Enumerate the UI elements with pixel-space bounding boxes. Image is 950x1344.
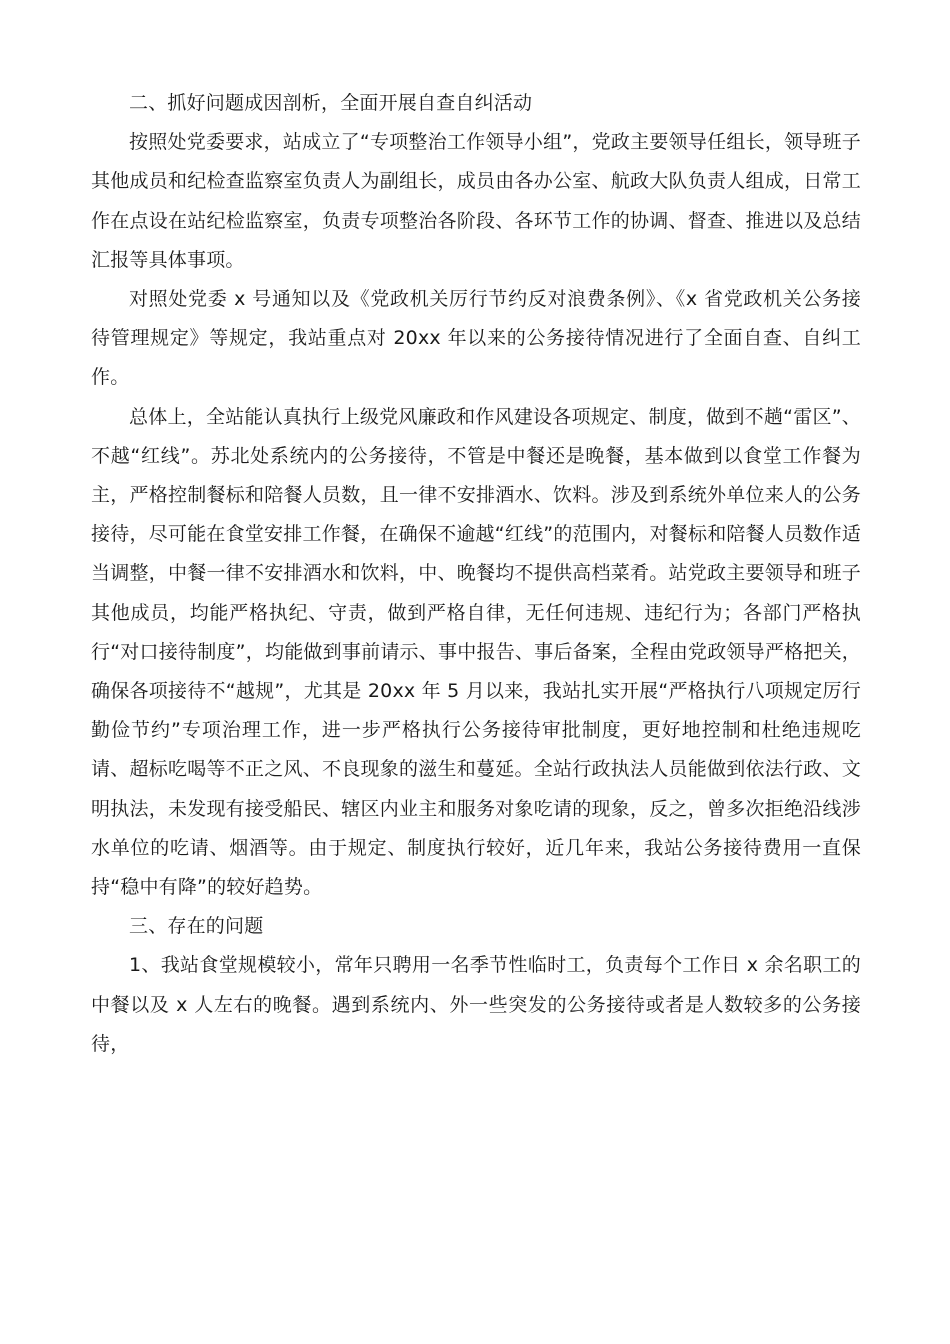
document-body [91, 84, 861, 1064]
paragraph-self-inspection: 对照处党委 x 号通知以及《党政机关厉行节约反对浪费条例》、《x 省党政机关公务接待管理规定》等规定，我站重点对 20xx 年以来的公务接待情况进行了全面自查、自纠工作。 [91, 288, 861, 389]
paragraph-problem-1: 1、我站食堂规模较小，常年只聘用一名季节性临时工，负责每个工作日 x 余名职工的中餐以及 x 人左右的晚餐。遇到系统内、外一些突发的公务接待或者是人数较多的公务接待， [91, 954, 861, 1055]
section-heading-3: 三、存在的问题 [129, 915, 264, 938]
paragraph-leading-group: 按照处党委要求，站成立了“专项整治工作领导小组”，党政主要领导任组长，领导班子其他成员和纪检查监察室负责人为副组长，成员由各办公室、航政大队负责人组成，日常工作在点设在站纪检监察室，负责专项整治各阶段、各环节工作的协调、督查、推进以及总结汇报等具体事项。 [91, 131, 861, 271]
section-heading-2: 二、抓好问题成因剖析，全面开展自查自纠活动 [129, 92, 533, 114]
paragraph-overall-summary: 总体上，全站能认真执行上级党风廉政和作风建设各项规定、制度，做到不趟“雷区”、不越“红线”。苏北处系统内的公务接待，不管是中餐还是晚餐，基本做到以食堂工作餐为主，严格控制餐标和陪餐人员数，且一律不安排酒水、饮料。涉及到系统外单位来人的公务接待，尽可能在食堂安排工作餐，在确保不逾越“红线”的范围内，对餐标和陪餐人员数作适当调整，中餐一律不安排酒水和饮料，中、晚餐均不提供高档菜肴。站党政主要领导和班子其他成员，均能严格执纪、守责，做到严格自律，无任何违规、违纪行为；各部门严格执行“对口接待制度”，均能做到事前请示、事中报告、事后备案，全程由党政领导严格把关，确保各项接待不“越规”，尤其是 20xx 年 5 月以来，我站扎实开展“严格执行八项规定厉行勤俭节约”专项治理工作，进一步严格执行公务接待审批制度，更好地控制和杜绝违规吃请、超标吃喝等不正之风、不良现象的滋生和蔓延。全站行政执法人员能做到依法行政、文明执法，未发现有接受船民、辖区内业主和服务对象吃请的现象，反之，曾多次拒绝沿线涉水单位的吃请、烟酒等。由于规定、制度执行较好，近几年来，我站公务接待费用一直保持“稳中有降”的较好趋势。 [91, 405, 861, 899]
